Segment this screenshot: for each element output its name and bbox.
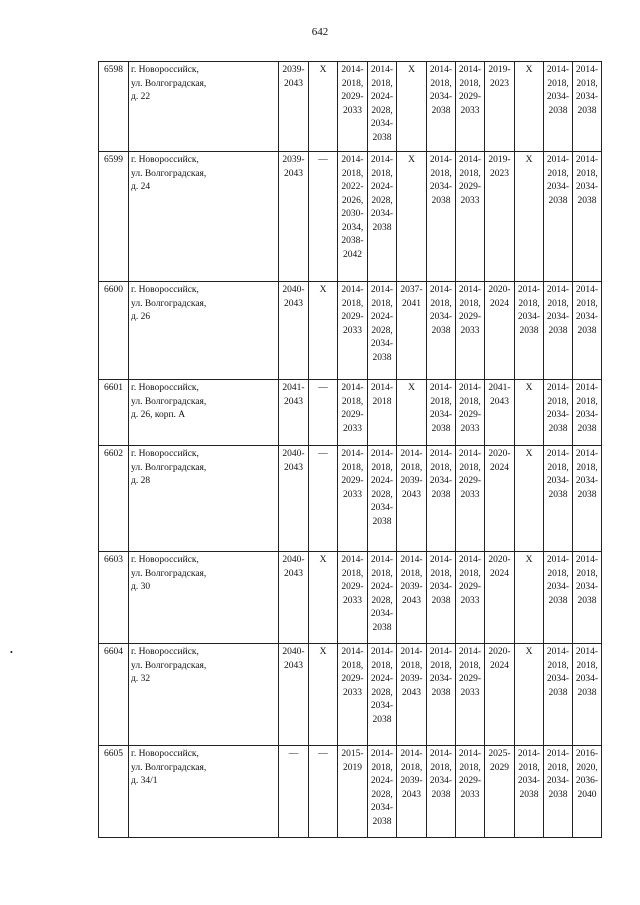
period-cell: —: [279, 746, 309, 838]
address-cell: г. Новороссийск, ул. Волгоградская, д. 24: [129, 152, 279, 282]
address-cell: г. Новороссийск, ул. Волгоградская, д. 30: [129, 552, 279, 644]
period-cell: X: [397, 152, 427, 282]
period-cell: 2014- 2018, 2034- 2038: [573, 62, 602, 152]
period-cell: 2014- 2018, 2024- 2028, 2034- 2038: [368, 152, 397, 282]
period-cell: 2014- 2018, 2034- 2038: [515, 746, 544, 838]
period-cell: 2014- 2018, 2029- 2033: [338, 282, 368, 380]
period-cell: X: [397, 62, 427, 152]
period-cell: 2014- 2018, 2034- 2038: [544, 746, 573, 838]
period-cell: 2014- 2018, 2024- 2028, 2034- 2038: [368, 282, 397, 380]
period-cell: 2016- 2020, 2036- 2040: [573, 746, 602, 838]
period-cell: 2040- 2043: [279, 282, 309, 380]
period-cell: X: [515, 380, 544, 446]
period-cell: 2014- 2018, 2039- 2043: [397, 644, 427, 746]
period-cell: 2015- 2019: [338, 746, 368, 838]
period-cell: 2014- 2018, 2039- 2043: [397, 446, 427, 552]
period-cell: 2014- 2018, 2024- 2028, 2034- 2038: [368, 644, 397, 746]
table-row: [99, 446, 602, 552]
period-cell: 2014- 2018, 2039- 2043: [397, 746, 427, 838]
table-row: [99, 282, 602, 380]
period-cell: 2014- 2018, 2034- 2038: [544, 152, 573, 282]
period-cell: 2014- 2018, 2024- 2028, 2034- 2038: [368, 446, 397, 552]
period-cell: 2014- 2018, 2034- 2038: [544, 446, 573, 552]
period-cell: X: [515, 552, 544, 644]
period-cell: 2014- 2018, 2034- 2038: [427, 152, 456, 282]
period-cell: 2014- 2018, 2034- 2038: [544, 644, 573, 746]
address-cell: г. Новороссийск, ул. Волгоградская, д. 28: [129, 446, 279, 552]
period-cell: 2014- 2018, 2029- 2033: [456, 282, 485, 380]
row-number: 6599: [99, 152, 129, 282]
period-cell: X: [515, 152, 544, 282]
period-cell: X: [515, 446, 544, 552]
period-cell: 2014- 2018, 2034- 2038: [573, 380, 602, 446]
address-cell: г. Новороссийск, ул. Волгоградская, д. 26: [129, 282, 279, 380]
period-cell: 2040- 2043: [279, 644, 309, 746]
period-cell: 2014- 2018, 2034- 2038: [544, 282, 573, 380]
period-cell: 2014- 2018, 2034- 2038: [573, 644, 602, 746]
table-row: [99, 746, 602, 838]
period-cell: 2025- 2029: [485, 746, 515, 838]
period-cell: 2014- 2018: [368, 380, 397, 446]
period-cell: 2014- 2018, 2029- 2033: [338, 552, 368, 644]
period-cell: 2014- 2018, 2029- 2033: [456, 644, 485, 746]
period-cell: 2014- 2018, 2034- 2038: [573, 446, 602, 552]
period-cell: 2040- 2043: [279, 446, 309, 552]
row-number: 6605: [99, 746, 129, 838]
period-cell: 2040- 2043: [279, 552, 309, 644]
period-cell: X: [397, 380, 427, 446]
row-number: 6601: [99, 380, 129, 446]
row-number: 6604: [99, 644, 129, 746]
period-cell: 2014- 2018, 2029- 2033: [338, 380, 368, 446]
table-row: [99, 644, 602, 746]
row-number: 6602: [99, 446, 129, 552]
period-cell: 2014- 2018, 2029- 2033: [456, 380, 485, 446]
period-cell: 2014- 2018, 2024- 2028, 2034- 2038: [368, 746, 397, 838]
period-cell: 2014- 2018, 2024- 2028, 2034- 2038: [368, 552, 397, 644]
period-cell: 2039- 2043: [279, 62, 309, 152]
period-cell: —: [309, 152, 338, 282]
period-cell: 2020- 2024: [485, 644, 515, 746]
period-cell: 2014- 2018, 2029- 2033: [456, 152, 485, 282]
row-number: 6598: [99, 62, 129, 152]
period-cell: 2014- 2018, 2024- 2028, 2034- 2038: [368, 62, 397, 152]
address-cell: г. Новороссийск, ул. Волгоградская, д. 32: [129, 644, 279, 746]
period-cell: 2019- 2023: [485, 62, 515, 152]
period-cell: 2014- 2018, 2029- 2033: [338, 644, 368, 746]
period-cell: 2020- 2024: [485, 446, 515, 552]
period-cell: 2020- 2024: [485, 552, 515, 644]
period-cell: 2014- 2018, 2034- 2038: [573, 152, 602, 282]
period-cell: 2014- 2018, 2039- 2043: [397, 552, 427, 644]
period-cell: 2014- 2018, 2029- 2033: [338, 446, 368, 552]
stray-mark: •: [10, 648, 13, 657]
period-cell: X: [515, 644, 544, 746]
period-cell: 2014- 2018, 2034- 2038: [427, 62, 456, 152]
period-cell: 2014- 2018, 2034- 2038: [427, 644, 456, 746]
period-cell: 2014- 2018, 2034- 2038: [544, 380, 573, 446]
period-cell: X: [309, 282, 338, 380]
table-row: [99, 552, 602, 644]
period-cell: X: [515, 62, 544, 152]
table-row: [99, 152, 602, 282]
period-cell: —: [309, 746, 338, 838]
period-cell: 2014- 2018, 2034- 2038: [515, 282, 544, 380]
period-cell: 2039- 2043: [279, 152, 309, 282]
period-cell: 2041- 2043: [485, 380, 515, 446]
period-cell: —: [309, 380, 338, 446]
period-cell: 2014- 2018, 2034- 2038: [544, 552, 573, 644]
period-cell: 2014- 2018, 2034- 2038: [544, 62, 573, 152]
period-cell: X: [309, 552, 338, 644]
period-cell: 2014- 2018, 2029- 2033: [456, 62, 485, 152]
housing-schedule-table: [98, 61, 602, 838]
period-cell: 2014- 2018, 2029- 2033: [456, 746, 485, 838]
address-cell: г. Новороссийск, ул. Волгоградская, д. 26, корп. А: [129, 380, 279, 446]
period-cell: 2014- 2018, 2034- 2038: [427, 552, 456, 644]
page-number: 642: [311, 26, 329, 38]
period-cell: 2037- 2041: [397, 282, 427, 380]
row-number: 6603: [99, 552, 129, 644]
period-cell: 2014- 2018, 2034- 2038: [573, 552, 602, 644]
period-cell: 2019- 2023: [485, 152, 515, 282]
period-cell: 2014- 2018, 2034- 2038: [427, 380, 456, 446]
period-cell: 2014- 2018, 2034- 2038: [427, 746, 456, 838]
period-cell: 2014- 2018, 2022- 2026, 2030- 2034, 2038- 2042: [338, 152, 368, 282]
row-number: 6600: [99, 282, 129, 380]
period-cell: 2041- 2043: [279, 380, 309, 446]
address-cell: г. Новороссийск, ул. Волгоградская, д. 22: [129, 62, 279, 152]
table-row: [99, 62, 602, 152]
period-cell: X: [309, 644, 338, 746]
period-cell: X: [309, 62, 338, 152]
address-cell: г. Новороссийск, ул. Волгоградская, д. 34/1: [129, 746, 279, 838]
period-cell: —: [309, 446, 338, 552]
table-row: [99, 380, 602, 446]
period-cell: 2014- 2018, 2034- 2038: [427, 282, 456, 380]
period-cell: 2014- 2018, 2029- 2033: [456, 552, 485, 644]
period-cell: 2020- 2024: [485, 282, 515, 380]
period-cell: 2014- 2018, 2034- 2038: [427, 446, 456, 552]
period-cell: 2014- 2018, 2029- 2033: [456, 446, 485, 552]
period-cell: 2014- 2018, 2029- 2033: [338, 62, 368, 152]
period-cell: 2014- 2018, 2034- 2038: [573, 282, 602, 380]
